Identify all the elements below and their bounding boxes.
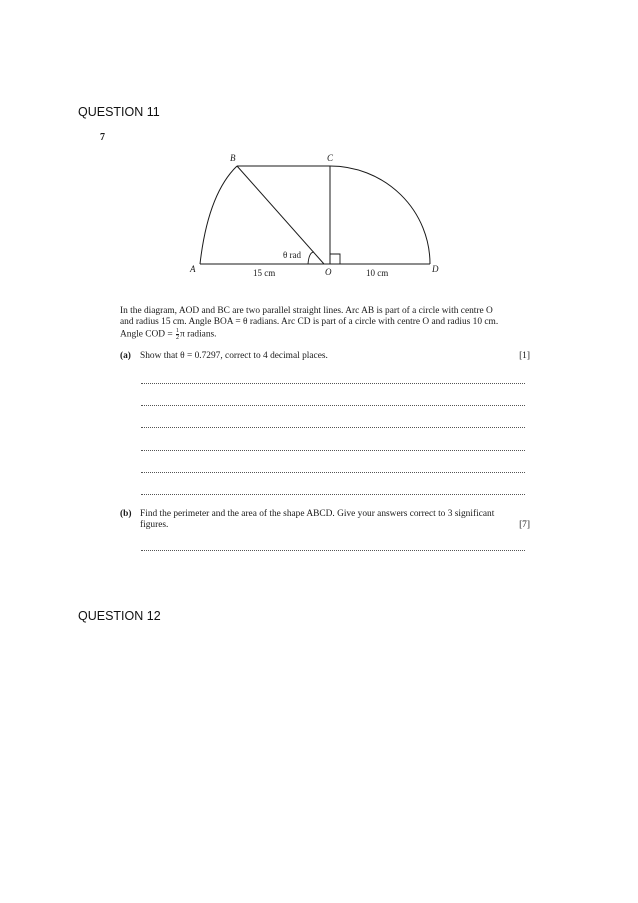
angle-label: θ rad: [283, 250, 302, 260]
intro-line-3-prefix: Angle COD =: [120, 330, 173, 341]
arc-CD: [330, 166, 430, 264]
point-label-C: C: [327, 153, 334, 163]
length-label-OD: 10 cm: [366, 268, 389, 278]
part-b-text-line-1: Find the perimeter and the area of the shape ABCD. Give your answers correct to 3 significant: [140, 509, 495, 519]
part-b-text-line-2: figures.: [140, 520, 169, 531]
part-a-label: (a): [120, 351, 131, 361]
answer-line[interactable]: [141, 494, 525, 495]
question-11-heading: QUESTION 11: [78, 105, 160, 119]
point-label-O: O: [325, 267, 332, 277]
arc-AB: [200, 166, 237, 264]
answer-line[interactable]: [141, 550, 525, 551]
intro-line-2: and radius 15 cm. Angle BOA = θ radians. Arc CD is part of a circle with centre O and radius 10 cm.: [120, 317, 499, 328]
angle-theta-arc: [308, 252, 314, 264]
answer-line[interactable]: [141, 472, 525, 473]
line-BO: [237, 166, 324, 264]
part-b-marks: [7]: [519, 520, 530, 531]
part-b: [120, 509, 530, 532]
point-label-D: D: [432, 264, 439, 274]
part-a-marks: [1]: [519, 351, 530, 361]
part-b-label: (b): [120, 509, 132, 519]
fraction-denominator: 2: [176, 335, 180, 342]
intro-line-1: In the diagram, AOD and BC are two parallel straight lines. Arc AB is part of a circle with centre O: [120, 306, 493, 316]
question-number: 7: [100, 132, 105, 143]
right-angle-marker: [330, 254, 340, 264]
part-a: [120, 351, 530, 362]
point-label-A: A: [190, 264, 196, 274]
question-intro: [120, 306, 530, 341]
question-12-heading: QUESTION 12: [78, 609, 161, 623]
part-a-text: Show that θ = 0.7297, correct to 4 decimal places.: [140, 351, 328, 361]
fraction-numerator: 1: [176, 328, 180, 335]
answer-line[interactable]: [141, 427, 525, 428]
intro-line-3-suffix: π radians.: [180, 330, 217, 341]
geometry-diagram: [0, 0, 638, 300]
answer-line[interactable]: [141, 450, 525, 451]
intro-line-3: [120, 328, 530, 341]
answer-line[interactable]: [141, 405, 525, 406]
fraction: [176, 328, 179, 341]
answer-line[interactable]: [141, 383, 525, 384]
point-label-B: B: [230, 153, 236, 163]
length-label-AO: 15 cm: [253, 268, 276, 278]
